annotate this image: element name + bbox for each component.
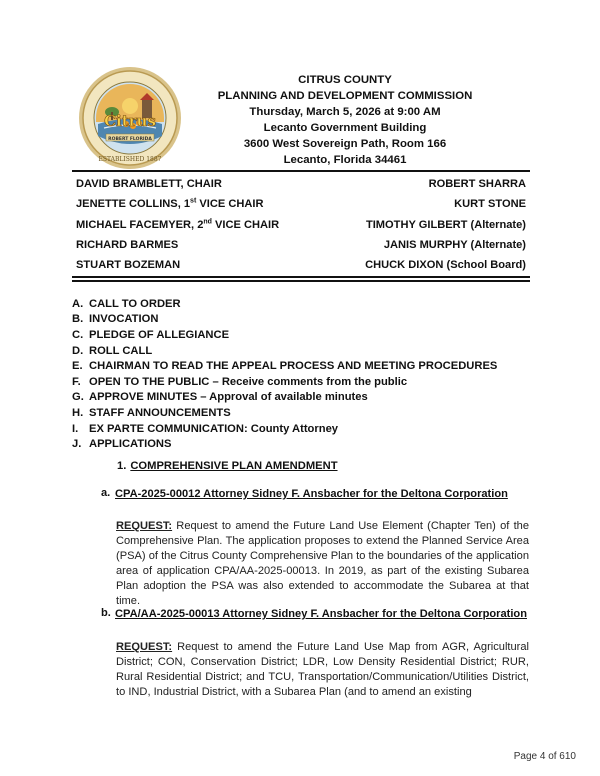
member-right: KURT STONE: [454, 198, 526, 211]
member-left: DAVID BRAMBLETT, CHAIR: [76, 178, 222, 191]
application-request-a: REQUEST: Request to amend the Future Land Use Element (Chapter Ten) of the Comprehensive Plan. The application proposes to extend the Planned Service Area (PSA) of the Citrus County Comprehensive Plan to the boundaries of the application area of application CPA/AA-2025-00013. In 2019, as part of the existing Subarea Plan adoption the PSA was also extended to accommodate the Subarea at that time.: [116, 520, 529, 607]
member-row: [76, 235, 526, 255]
application-item-a: a. CPA-2025-00012 Attorney Sidney F. Ansbacher for the Deltona Corporation: [101, 487, 529, 517]
header-address: 3600 West Sovereign Path, Room 166: [243, 138, 447, 150]
application-item-b: b. CPA/AA-2025-00013 Attorney Sidney F. Ansbacher for the Deltona Corporation: [101, 607, 527, 620]
member-left: JENETTE COLLINS, 1st VICE CHAIR: [76, 197, 264, 211]
agenda-item: C. PLEDGE OF ALLEGIANCE: [72, 328, 230, 341]
member-left: STUART BOZEMAN: [76, 259, 181, 272]
header-commission: PLANNING AND DEVELOPMENT COMMISSION: [217, 90, 473, 102]
section-title: COMPREHENSIVE PLAN AMENDMENT: [130, 460, 338, 472]
member-right: ROBERT SHARRA: [428, 178, 526, 191]
section-heading: 1. COMPREHENSIVE PLAN AMENDMENT: [117, 460, 338, 472]
seal-band-text: ROBERT FLORIDA: [108, 137, 152, 142]
member-left: RICHARD BARMES: [76, 239, 179, 252]
agenda-item: J. APPLICATIONS: [72, 438, 172, 451]
county-seal-logo: [78, 66, 182, 170]
application-title: CPA-2025-00012 Attorney Sidney F. Ansbacher for the Deltona Corporation: [115, 488, 508, 500]
agenda-item: G. APPROVE MINUTES – Approval of available minutes: [72, 391, 368, 404]
header-county: CITRUS COUNTY: [298, 74, 392, 86]
seal-title-text: Citrus: [104, 112, 156, 130]
page-number: Page 4 of 610: [513, 751, 576, 762]
meeting-header: [180, 72, 510, 168]
members-divider-double: [72, 280, 530, 282]
member-right: JANIS MURPHY (Alternate): [383, 239, 526, 252]
member-row: [76, 174, 526, 194]
member-right: CHUCK DIXON (School Board): [365, 259, 526, 272]
agenda-item: I. EX PARTE COMMUNICATION: County Attorney: [72, 422, 339, 435]
agenda-item: B. INVOCATION: [72, 313, 159, 326]
member-right: TIMOTHY GILBERT (Alternate): [365, 218, 526, 231]
agenda-item: E. CHAIRMAN TO READ THE APPEAL PROCESS AND MEETING PROCEDURES: [72, 360, 498, 373]
header-building: Lecanto Government Building: [263, 122, 427, 134]
member-row: [76, 194, 526, 214]
member-row: [76, 215, 526, 235]
agenda-item: H. STAFF ANNOUNCEMENTS: [72, 406, 231, 419]
members-divider: [72, 276, 530, 278]
header-divider: [72, 170, 530, 172]
application-request-b: REQUEST: Request to amend the Future Land Use Map from AGR, Agricultural District; CON, Conservation District; LDR, Low Density Residential District; RUR, Rural Residential District; and TCU, Transportation/Communication/Utilities District, to IND, Industrial District, with a Subarea Plan (and to amend an existing: [116, 641, 529, 698]
agenda-item: F. OPEN TO THE PUBLIC – Receive comments from the public: [72, 375, 408, 388]
header-datetime: Thursday, March 5, 2026 at 9:00 AM: [249, 106, 441, 118]
agenda-list: [72, 296, 497, 452]
application-title: CPA/AA-2025-00013 Attorney Sidney F. Ansbacher for the Deltona Corporation: [115, 608, 527, 620]
member-row: [76, 255, 526, 275]
agenda-item: D. ROLL CALL: [72, 344, 153, 357]
agenda-item: A. CALL TO ORDER: [72, 297, 181, 310]
seal-established-text: ESTABLISHED 1887: [98, 156, 162, 163]
commission-members: [76, 174, 526, 275]
member-left: MICHAEL FACEMYER, 2nd VICE CHAIR: [76, 218, 280, 231]
header-city: Lecanto, Florida 34461: [283, 154, 407, 166]
